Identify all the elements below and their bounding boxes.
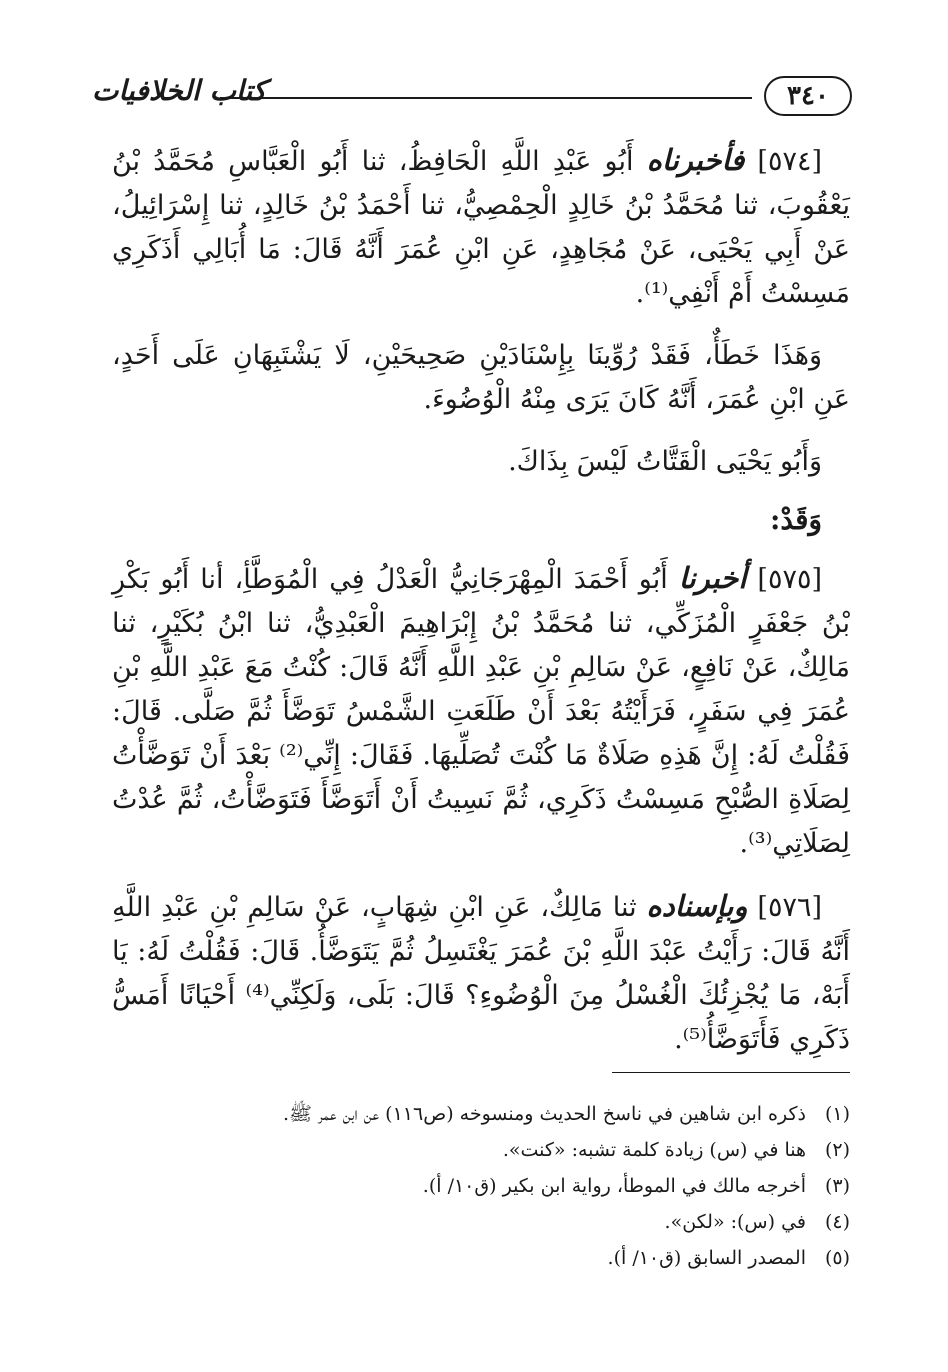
paragraph-text: أَبُو عَبْدِ اللَّهِ الْحَافِظُ، ثنا أَبُو الْعَبَّاسِ مُحَمَّدُ بْنُ يَعْقُوبَ، ثنا مُحَمَّدُ بْنُ خَالِدٍ الْحِمْصِيُّ، ثنا أَحْمَدُ بْنُ خَالِدٍ، ثنا إِسْرَائِيلُ، عَنْ أَبِي يَحْيَى، عَنْ مُجَاهِدٍ، عَنِ ابْنِ عُمَرَ أَنَّهُ قَالَ: مَا أُبَالِي أَذَكَرِي مَسِسْتُ أَمْ أَنْفِي⁽¹⁾. xyxy=(112,146,850,309)
paragraph-574 xyxy=(112,138,850,316)
page-number-badge xyxy=(764,76,852,116)
entry-number: [٥٧٤] xyxy=(757,146,823,177)
footnote-item xyxy=(112,1168,850,1204)
paragraph-note xyxy=(112,440,850,484)
footnote-number: (٥) xyxy=(824,1247,850,1269)
footnote-number: (٤) xyxy=(824,1211,850,1233)
footnote-text: في (س): «لكن». xyxy=(664,1211,806,1233)
paragraph-text: وَهَذَا خَطَأٌ، فَقَدْ رُوِّينَا بِإِسْنَادَيْنِ صَحِيحَيْنِ، لَا يَشْتَبِهَانِ عَلَى أَحَدٍ، عَنِ ابْنِ عُمَرَ، أَنَّهُ كَانَ يَرَى مِنْهُ الْوُضُوءَ. xyxy=(112,340,850,415)
paragraph-576 xyxy=(112,884,850,1062)
paragraph-commentary xyxy=(112,334,850,422)
footnotes xyxy=(112,1096,850,1276)
page-number: ٣٤٠ xyxy=(787,81,829,111)
footnote-number: (٢) xyxy=(824,1139,850,1161)
paragraph-text: ثنا مَالِكٌ، عَنِ ابْنِ شِهَابٍ، عَنْ سَالِمِ بْنِ عَبْدِ اللَّهِ أَنَّهُ قَالَ: رَأَيْتُ عَبْدَ اللَّهِ بْنَ عُمَرَ يَغْتَسِلُ ثُمَّ يَتَوَضَّأُ. قَالَ: فَقُلْتُ لَهُ: يَا أَبَهْ، مَا يُجْزِئُكَ الْغُسْلُ مِنَ الْوُضُوءِ؟ قَالَ: بَلَى، وَلَكِنِّي⁽⁴⁾ أَحْيَانًا أَمَسُّ ذَكَرِي فَأَتَوَضَّأُ⁽⁵⁾. xyxy=(112,892,850,1055)
header-rule xyxy=(220,97,752,99)
footnote-text: المصدر السابق (ق١٠/ أ). xyxy=(607,1247,806,1269)
footnote-number: (١) xyxy=(824,1103,850,1125)
page-header xyxy=(92,70,852,122)
footnote-text: أخرجه مالك في الموطأ، رواية ابن بكير (ق١٠/ أ). xyxy=(422,1175,806,1197)
footnote-item xyxy=(112,1204,850,1240)
footnote-item xyxy=(112,1132,850,1168)
paragraph-text: وَأَبُو يَحْيَى الْقَتَّاتُ لَيْسَ بِذَاكَ. xyxy=(508,446,822,477)
lead-word: فأخبرناه xyxy=(646,143,745,177)
lead-word: وبإسناده xyxy=(646,889,748,923)
footnote-text: ذكره ابن شاهين في ناسخ الحديث ومنسوخه (ص١١٦) عن ابن عمر ﷺ. xyxy=(283,1103,806,1125)
footnote-item xyxy=(112,1096,850,1132)
footnote-item xyxy=(112,1240,850,1276)
entry-number: [٥٧٥] xyxy=(757,564,822,595)
entry-number: [٥٧٦] xyxy=(757,892,822,923)
footnote-text: هنا في (س) زيادة كلمة تشبه: «كنت». xyxy=(502,1139,806,1161)
paragraph-575 xyxy=(112,556,850,866)
main-text xyxy=(112,138,850,1080)
book-title: كتاب الخلافيات xyxy=(92,74,267,107)
footnote-number: (٣) xyxy=(824,1175,850,1197)
footnote-divider xyxy=(612,1072,850,1073)
paragraph-text: أَبُو أَحْمَدَ الْمِهْرَجَانِيُّ الْعَدْلُ فِي الْمُوَطَّأِ، أنا أَبُو بَكْرِ بْنُ جَعْفَرٍ الْمُزَكِّي، ثنا مُحَمَّدُ بْنُ إِبْرَاهِيمَ الْعَبْدِيُّ، ثنا ابْنُ بُكَيْرٍ، ثنا مَالِكٌ، عَنْ نَافِعٍ، عَنْ سَالِمِ بْنِ عَبْدِ اللَّهِ أَنَّهُ قَالَ: كُنْتُ مَعَ عَبْدِ اللَّهِ بْنِ عُمَرَ فِي سَفَرٍ، فَرَأَيْتُهُ بَعْدَ أَنْ طَلَعَتِ الشَّمْسُ تَوَضَّأَ ثُمَّ صَلَّى. قَالَ: فَقُلْتُ لَهُ: إِنَّ هَذِهِ صَلَاةٌ مَا كُنْتَ تُصَلِّيهَا. فَقَالَ: إِنِّي⁽²⁾ بَعْدَ أَنْ تَوَضَّأْتُ لِصَلَاةِ الصُّبْحِ مَسِسْتُ ذَكَرِي، ثُمَّ نَسِيتُ أَنْ أَتَوَضَّأَ فَتَوَضَّأْتُ، ثُمَّ عُدْتُ لِصَلَاتِي⁽³⁾. xyxy=(112,564,850,859)
lead-word: أخبرنا xyxy=(678,561,747,595)
paragraph-text: وَقَدْ: xyxy=(770,503,822,536)
paragraph-transition xyxy=(112,498,850,542)
